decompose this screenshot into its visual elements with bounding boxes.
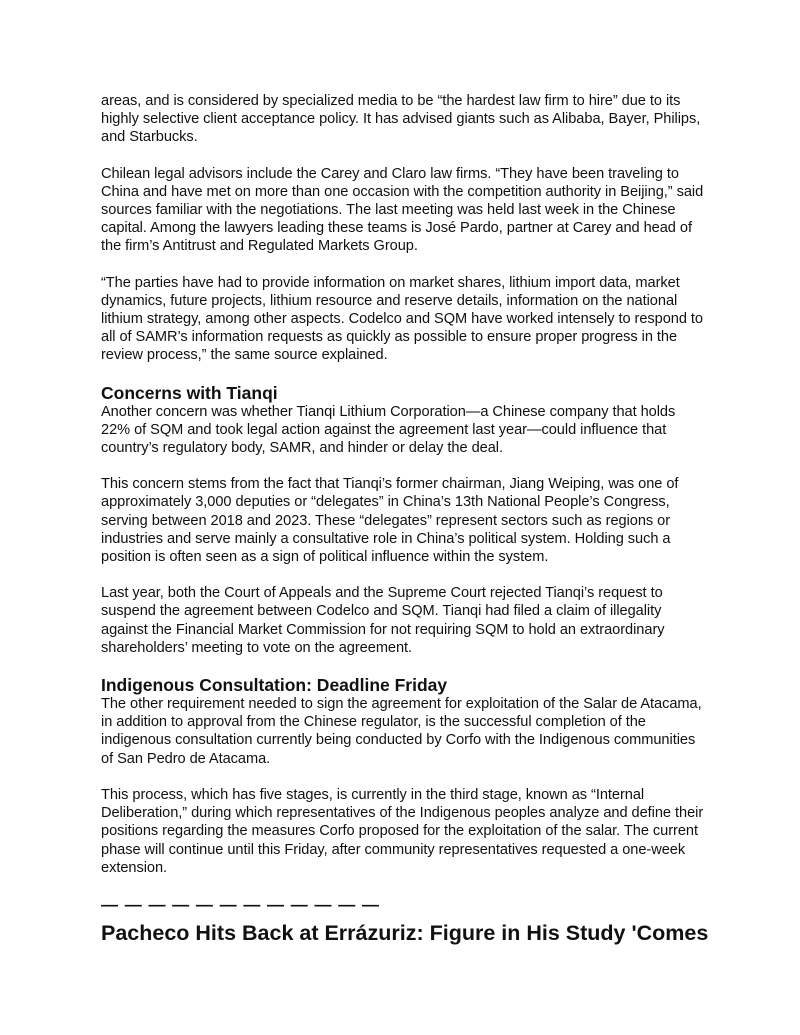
next-article-headline: Pacheco Hits Back at Errázuriz: Figure in His Study 'Comes [101,920,709,945]
section-divider: — — — — — — — — — — — — [101,894,380,914]
heading-concerns-tianqi: Concerns with Tianqi [101,382,278,403]
paragraph-indigenous-process: This process, which has five stages, is currently in the third stage, known as “Internal Deliberation,” during which representatives of the Indigenous peoples analyze and define their positions regarding the measures Corfo proposed for the exploitation of the salar. The current phase will continue until this Friday, after community representatives requested a one-week extension. [101,786,704,876]
paragraph-indigenous-requirement: The other requirement needed to sign the agreement for exploitation of the Salar de Atacama, in addition to approval from the Chinese regulator, is the successful completion of the indigenous consultation currently being conducted by Corfo with the Indigenous communities of San Pedro de Atacama. [101,696,702,767]
article-page [101,92,709,946]
heading-indigenous-consultation: Indigenous Consultation: Deadline Friday [101,675,448,696]
paragraph-tianqi-concern: Another concern was whether Tianqi Lithium Corporation—a Chinese company that holds 22% of SQM and took legal action against the agreement last year—could influence that country’s regulatory body, SAMR, and hinder or delay the deal. [101,403,676,457]
paragraph-tianqi-courts: Last year, both the Court of Appeals and the Supreme Court rejected Tianqi’s request to suspend the agreement between Codelco and SQM. Tianqi had filed a claim of illegality against the Financial Market Commission for not requiring SQM to hold an extraordinary shareholders’ meeting to vote on the agreement. [101,585,665,656]
paragraph-tianqi-chairman: This concern stems from the fact that Tianqi’s former chairman, Jiang Weiping, was one of approximately 3,000 deputies or “delegates” in China’s 13th National People’s Congress, serving between 2018 and 2023. These “delegates” represent sectors such as regions or industries and serve mainly a consultative role in China’s political system. Holding such a position is often seen as a sign of political influence within the system. [101,476,679,566]
paragraph-chilean-advisors: Chilean legal advisors include the Carey and Claro law firms. “They have been traveling to China and have met on more than one occasion with the competition authority in Beijing,” said sources familiar with the negotiations. The last meeting was held last week in the Chinese capital. Among the lawyers leading these teams is José Pardo, partner at Carey and head of the firm’s Antitrust and Regulated Markets Group. [101,165,704,255]
paragraph-law-firm: areas, and is considered by specialized media to be “the hardest law firm to hire” due to its highly selective client acceptance policy. It has advised giants such as Alibaba, Bayer, Philips, and Starbucks. [101,93,701,146]
paragraph-information-provided: “The parties have had to provide information on market shares, lithium import data, market dynamics, future projects, lithium resource and reserve details, information on the national lithium strategy, among other aspects. Codelco and SQM have worked intensely to respond to all of SAMR’s information requests as quickly as possible to ensure proper progress in the review process,” the same source explained. [101,274,704,364]
